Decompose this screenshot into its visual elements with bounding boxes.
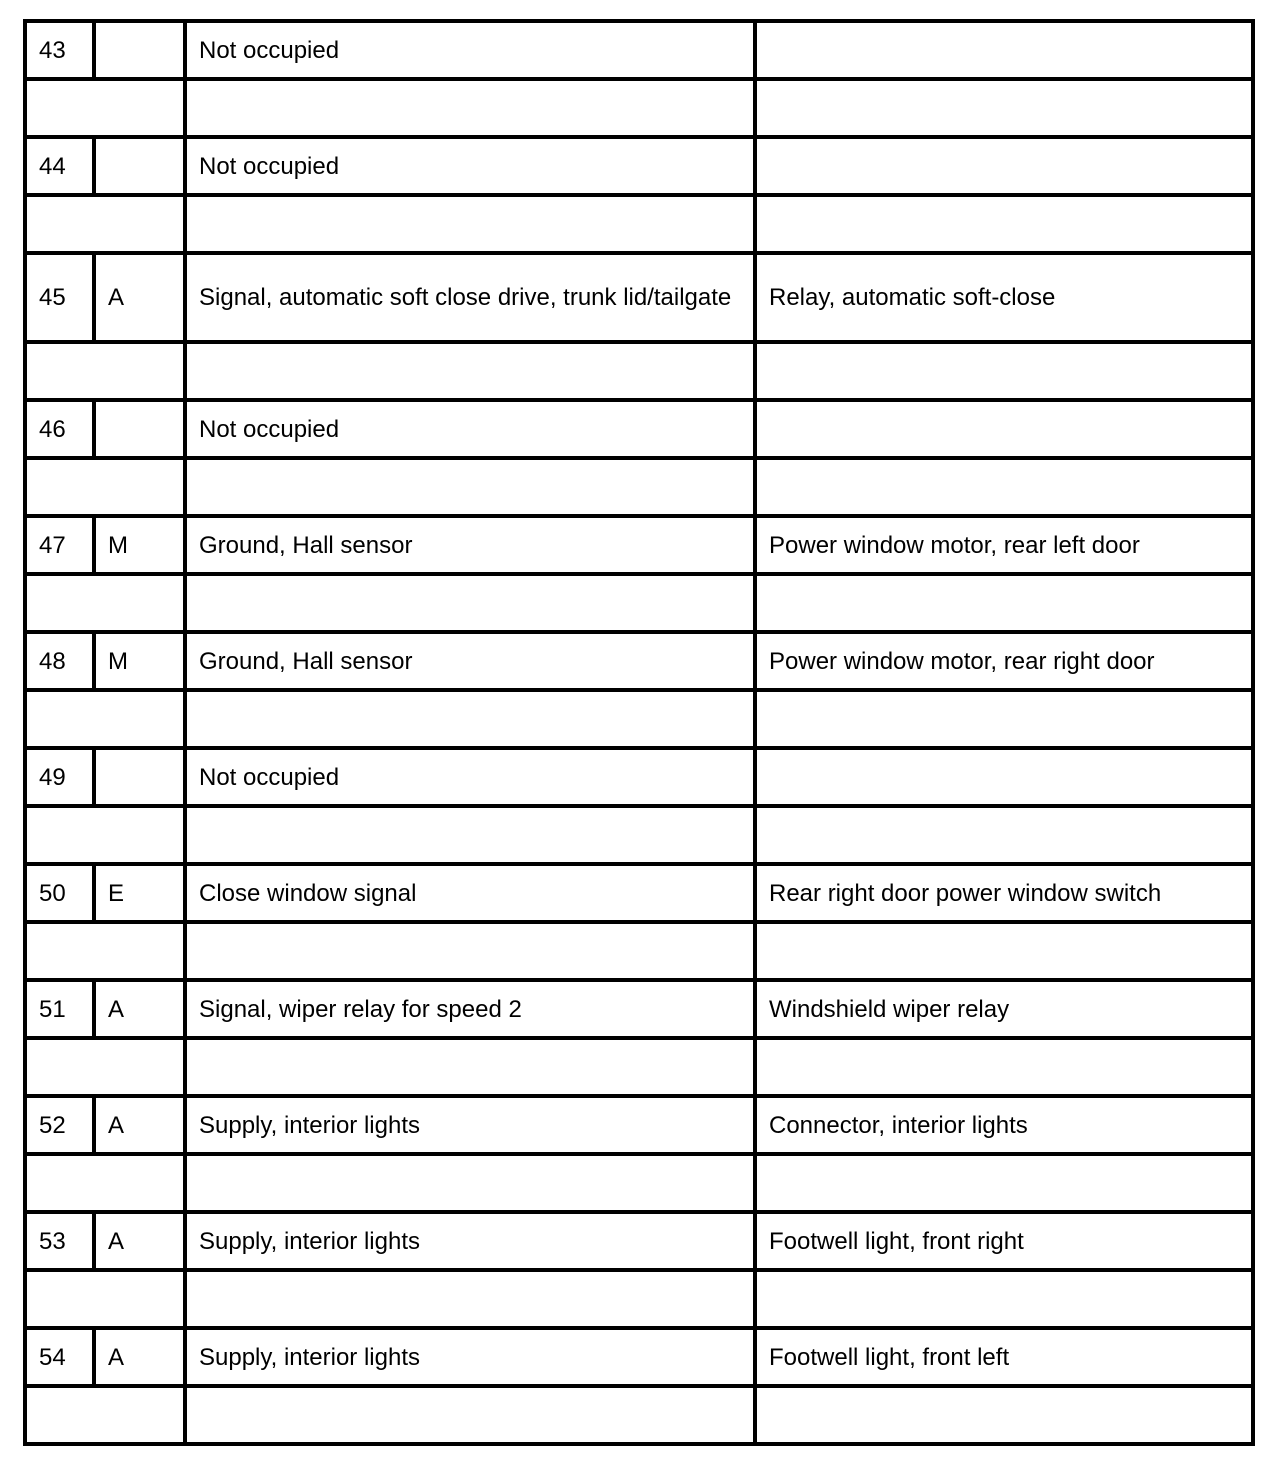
signal-type: [94, 400, 185, 458]
table-row: [25, 1212, 1253, 1270]
signal-description: Signal, automatic soft close drive, trunk lid/tailgate: [185, 253, 755, 342]
component-name: Power window motor, rear left door: [755, 516, 1253, 574]
signal-description: Not occupied: [185, 400, 755, 458]
signal-description: Supply, interior lights: [185, 1328, 755, 1386]
table-row: [25, 632, 1253, 690]
spacer-row: [25, 1386, 1253, 1444]
signal-description: Supply, interior lights: [185, 1096, 755, 1154]
pin-number: 53: [25, 1212, 94, 1270]
spacer-cell: [185, 806, 755, 864]
spacer-cell: [25, 1038, 185, 1096]
spacer-cell: [185, 1038, 755, 1096]
component-name: Relay, automatic soft-close: [755, 253, 1253, 342]
spacer-cell: [25, 79, 185, 137]
table-row: [25, 748, 1253, 806]
component-name: [755, 137, 1253, 195]
spacer-row: [25, 806, 1253, 864]
spacer-cell: [25, 342, 185, 400]
signal-description: Ground, Hall sensor: [185, 516, 755, 574]
signal-description: Not occupied: [185, 748, 755, 806]
pin-number: 47: [25, 516, 94, 574]
spacer-row: [25, 458, 1253, 516]
spacer-cell: [25, 1386, 185, 1444]
signal-description: Supply, interior lights: [185, 1212, 755, 1270]
spacer-row: [25, 574, 1253, 632]
spacer-cell: [25, 690, 185, 748]
spacer-cell: [185, 1270, 755, 1328]
spacer-row: [25, 690, 1253, 748]
signal-description: Signal, wiper relay for speed 2: [185, 980, 755, 1038]
component-name: [755, 21, 1253, 79]
spacer-cell: [185, 1154, 755, 1212]
signal-type: M: [94, 516, 185, 574]
component-name: Rear right door power window switch: [755, 864, 1253, 922]
signal-type: A: [94, 1328, 185, 1386]
spacer-cell: [755, 690, 1253, 748]
table-row: [25, 253, 1253, 342]
spacer-row: [25, 1270, 1253, 1328]
spacer-cell: [25, 1154, 185, 1212]
spacer-cell: [755, 458, 1253, 516]
component-name: Connector, interior lights: [755, 1096, 1253, 1154]
signal-type: [94, 137, 185, 195]
spacer-cell: [755, 806, 1253, 864]
spacer-cell: [755, 1038, 1253, 1096]
signal-description: Close window signal: [185, 864, 755, 922]
spacer-cell: [185, 195, 755, 253]
component-name: [755, 748, 1253, 806]
spacer-cell: [755, 79, 1253, 137]
spacer-cell: [25, 1270, 185, 1328]
component-name: Footwell light, front right: [755, 1212, 1253, 1270]
signal-type: A: [94, 980, 185, 1038]
pin-number: 46: [25, 400, 94, 458]
component-name: Power window motor, rear right door: [755, 632, 1253, 690]
spacer-cell: [25, 458, 185, 516]
spacer-cell: [755, 1386, 1253, 1444]
pin-assignment-table: [23, 19, 1255, 1446]
component-name: Footwell light, front left: [755, 1328, 1253, 1386]
spacer-cell: [755, 1270, 1253, 1328]
table-row: [25, 1328, 1253, 1386]
table-row: [25, 864, 1253, 922]
pin-number: 52: [25, 1096, 94, 1154]
spacer-cell: [185, 690, 755, 748]
spacer-row: [25, 922, 1253, 980]
pin-number: 50: [25, 864, 94, 922]
spacer-row: [25, 195, 1253, 253]
table-row: [25, 980, 1253, 1038]
spacer-cell: [185, 79, 755, 137]
spacer-cell: [755, 342, 1253, 400]
spacer-row: [25, 1154, 1253, 1212]
spacer-row: [25, 1038, 1253, 1096]
table-row: [25, 1096, 1253, 1154]
spacer-cell: [25, 574, 185, 632]
spacer-cell: [755, 195, 1253, 253]
signal-type: M: [94, 632, 185, 690]
spacer-cell: [25, 195, 185, 253]
pin-number: 44: [25, 137, 94, 195]
signal-type: A: [94, 1096, 185, 1154]
signal-type: E: [94, 864, 185, 922]
table-row: [25, 400, 1253, 458]
pin-assignment-sheet: [23, 19, 1255, 1446]
spacer-row: [25, 79, 1253, 137]
table-row: [25, 137, 1253, 195]
spacer-cell: [185, 458, 755, 516]
spacer-cell: [185, 574, 755, 632]
component-name: [755, 400, 1253, 458]
spacer-cell: [755, 574, 1253, 632]
signal-description: Not occupied: [185, 21, 755, 79]
signal-type: [94, 748, 185, 806]
spacer-row: [25, 342, 1253, 400]
component-name: Windshield wiper relay: [755, 980, 1253, 1038]
spacer-cell: [755, 1154, 1253, 1212]
spacer-cell: [755, 922, 1253, 980]
spacer-cell: [25, 806, 185, 864]
table-row: [25, 516, 1253, 574]
pin-number: 51: [25, 980, 94, 1038]
signal-type: A: [94, 1212, 185, 1270]
pin-number: 54: [25, 1328, 94, 1386]
pin-number: 43: [25, 21, 94, 79]
spacer-cell: [185, 342, 755, 400]
pin-number: 45: [25, 253, 94, 342]
table-row: [25, 21, 1253, 79]
signal-type: A: [94, 253, 185, 342]
pin-number: 49: [25, 748, 94, 806]
spacer-cell: [25, 922, 185, 980]
spacer-cell: [185, 1386, 755, 1444]
signal-type: [94, 21, 185, 79]
spacer-cell: [185, 922, 755, 980]
signal-description: Not occupied: [185, 137, 755, 195]
pin-number: 48: [25, 632, 94, 690]
signal-description: Ground, Hall sensor: [185, 632, 755, 690]
